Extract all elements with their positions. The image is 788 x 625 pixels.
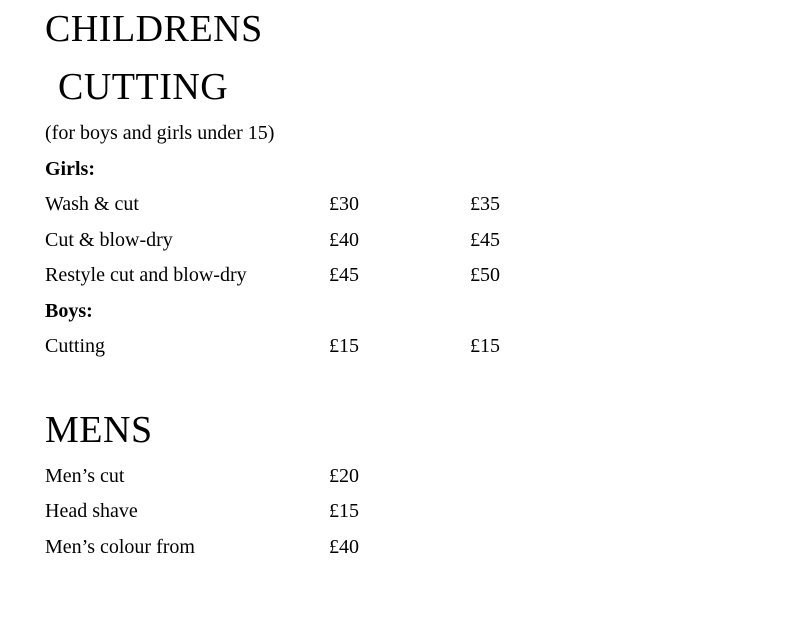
price-value-col1: £15 — [329, 500, 359, 522]
price-value-col2 — [470, 530, 788, 566]
childrens-section — [45, 0, 788, 365]
price-value-col2: £15 — [470, 335, 500, 357]
price-row-mens-cut — [45, 459, 788, 495]
price-row-girls-restyle — [45, 258, 788, 294]
price-row-mens-colour — [45, 530, 788, 566]
price-value-col2: £45 — [470, 228, 500, 251]
service-name: Wash & cut — [45, 193, 139, 215]
price-value-col2 — [470, 494, 788, 530]
girls-heading: Girls: — [45, 157, 95, 180]
service-name: Cut & blow-dry — [45, 228, 173, 251]
price-value-col2: £35 — [470, 193, 500, 215]
service-name: Cutting — [45, 335, 106, 357]
childrens-section-title — [45, 0, 788, 116]
mens-section-title: MENS — [45, 408, 153, 451]
price-value-col2: £50 — [470, 264, 500, 286]
childrens-title-line1: CHILDRENS — [45, 8, 263, 50]
price-row-girls-wash-cut — [45, 187, 788, 223]
price-row-girls-cut-blow-dry — [45, 223, 788, 259]
service-name: Restyle cut and blow-dry — [45, 264, 247, 286]
price-value-col1: £15 — [329, 335, 359, 357]
price-value-col1: £30 — [329, 193, 359, 215]
service-name: Men’s colour from — [45, 535, 195, 558]
service-name: Head shave — [45, 500, 138, 522]
price-row-mens-head-shave — [45, 494, 788, 530]
price-value-col1: £40 — [329, 228, 359, 251]
price-value-col2 — [470, 459, 788, 495]
childrens-subtitle: (for boys and girls under 15) — [45, 122, 275, 144]
price-value-col1: £20 — [329, 464, 359, 487]
childrens-title-line2: CUTTING — [58, 66, 229, 108]
service-name: Men’s cut — [45, 464, 125, 487]
price-value-col1: £45 — [329, 264, 359, 286]
price-value-col1: £40 — [329, 535, 359, 558]
price-row-boys-cutting — [45, 329, 788, 365]
mens-section — [45, 401, 788, 566]
boys-heading: Boys: — [45, 299, 93, 322]
